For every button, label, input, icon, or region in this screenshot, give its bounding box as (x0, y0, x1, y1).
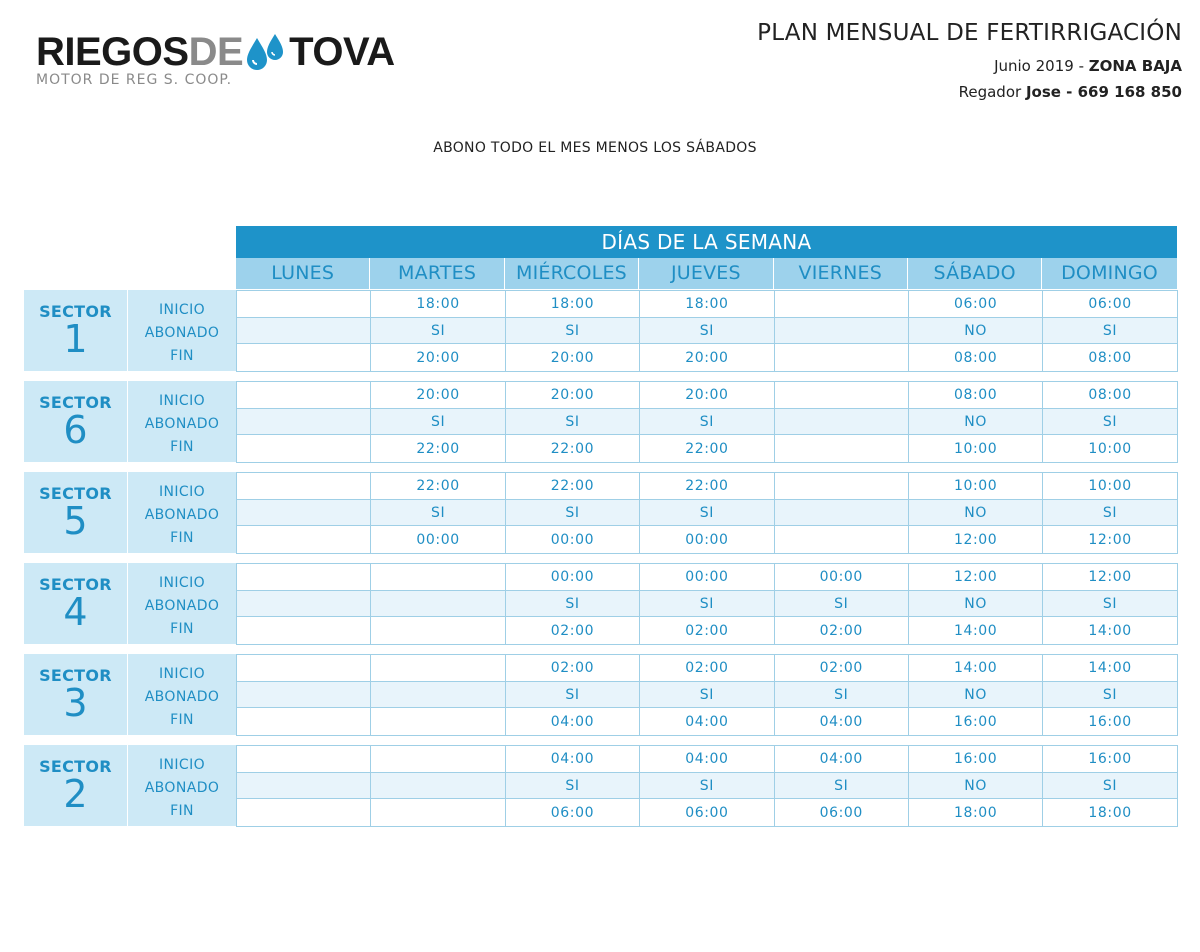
schedule-cell (774, 344, 908, 372)
schedule-cell: 02:00 (505, 617, 639, 645)
schedule-cell (371, 682, 505, 708)
schedule-row-abonado (237, 591, 1178, 617)
day-header-martes: MARTES (370, 258, 504, 289)
schedule-cell: 04:00 (774, 746, 908, 773)
schedule-row-abonado (237, 773, 1178, 799)
sector-word: SECTOR (39, 666, 112, 685)
schedule-cell: 12:00 (1043, 526, 1177, 554)
sector-schedule-table (236, 290, 1178, 372)
sector-label (24, 290, 127, 371)
schedule-cell (237, 473, 371, 500)
schedule-cell: 18:00 (505, 291, 639, 318)
schedule-cell (237, 318, 371, 344)
schedule-cell: 08:00 (1043, 382, 1177, 409)
schedule-cell: 20:00 (640, 382, 774, 409)
schedule-cell (371, 655, 505, 682)
row-label: ABONADO (144, 325, 220, 341)
sector-block (24, 654, 1177, 735)
schedule-row-fin (237, 617, 1178, 645)
irrigator-name: Jose (1025, 83, 1061, 101)
schedule-cell: SI (371, 500, 505, 526)
schedule-cell: SI (505, 591, 639, 617)
company-logo (36, 24, 436, 94)
sector-label (24, 745, 127, 826)
schedule-cell: 22:00 (371, 473, 505, 500)
schedule-cell: SI (640, 409, 774, 435)
sector-word: SECTOR (39, 484, 112, 503)
logo-word-riegos: RIEGOS (36, 30, 189, 74)
schedule-row-inicio (237, 655, 1178, 682)
row-label: INICIO (158, 575, 206, 591)
sector-word: SECTOR (39, 757, 112, 776)
schedule-cell: SI (774, 773, 908, 799)
schedule-cell: 08:00 (908, 382, 1042, 409)
schedule-cell: 00:00 (640, 526, 774, 554)
schedule-cell: 22:00 (371, 435, 505, 463)
schedule-cell (371, 773, 505, 799)
schedule-row-inicio (237, 473, 1178, 500)
schedule-cell: 04:00 (640, 708, 774, 736)
schedule-cell: 16:00 (1043, 708, 1177, 736)
schedule-cell (237, 746, 371, 773)
schedule-cell: NO (908, 318, 1042, 344)
schedule-cell: NO (908, 409, 1042, 435)
schedule-cell: 10:00 (1043, 473, 1177, 500)
schedule-cell (371, 746, 505, 773)
row-labels (128, 654, 236, 735)
row-label: FIN (170, 530, 194, 546)
period: Junio 2019 (994, 57, 1074, 75)
schedule-cell: 10:00 (908, 473, 1042, 500)
sector-word: SECTOR (39, 393, 112, 412)
schedule-cell (774, 435, 908, 463)
row-label: FIN (170, 803, 194, 819)
schedule-cell: 20:00 (505, 382, 639, 409)
schedule-cell: 22:00 (640, 473, 774, 500)
irrigator-phone: 669 168 850 (1077, 83, 1182, 101)
fertilization-note: ABONO TODO EL MES MENOS LOS SÁBADOS (433, 140, 757, 156)
schedule-cell: NO (908, 773, 1042, 799)
row-labels (128, 381, 236, 462)
schedule-cell (774, 382, 908, 409)
schedule-cell: SI (505, 409, 639, 435)
schedule-row-inicio (237, 291, 1178, 318)
separator: - (1073, 57, 1089, 75)
sector-schedule-table (236, 563, 1178, 645)
sector-number: 4 (63, 590, 88, 634)
row-label: ABONADO (144, 780, 220, 796)
period-zone-line (994, 57, 1182, 75)
schedule-cell (371, 617, 505, 645)
schedule-cell: SI (640, 682, 774, 708)
row-label: FIN (170, 712, 194, 728)
schedule-cell (237, 655, 371, 682)
schedule-cell: 22:00 (640, 435, 774, 463)
sector-block (24, 745, 1177, 826)
schedule-row-fin (237, 708, 1178, 736)
schedule-cell (237, 799, 371, 827)
schedule-cell: SI (1043, 682, 1177, 708)
document-title: PLAN MENSUAL DE FERTIRRIGACIÓN (757, 20, 1182, 46)
sector-word: SECTOR (39, 302, 112, 321)
schedule-cell: 22:00 (505, 473, 639, 500)
sector-label (24, 381, 127, 462)
schedule-title: DÍAS DE LA SEMANA (236, 226, 1177, 258)
row-labels (128, 472, 236, 553)
schedule-cell: 02:00 (505, 655, 639, 682)
schedule-cell: SI (1043, 500, 1177, 526)
schedule-cell: SI (1043, 318, 1177, 344)
schedule-cell: 20:00 (371, 344, 505, 372)
schedule-cell: 16:00 (908, 746, 1042, 773)
schedule-cell: 04:00 (505, 746, 639, 773)
schedule-cell: 18:00 (1043, 799, 1177, 827)
row-label: FIN (170, 621, 194, 637)
sector-block (24, 563, 1177, 644)
day-header-jueves: JUEVES (639, 258, 773, 289)
schedule-cell: 14:00 (1043, 655, 1177, 682)
schedule-cell: SI (640, 318, 774, 344)
schedule-cell: SI (1043, 591, 1177, 617)
row-label: ABONADO (144, 689, 220, 705)
sector-block (24, 290, 1177, 371)
sector-schedule-table (236, 472, 1178, 554)
schedule-cell: 06:00 (505, 799, 639, 827)
schedule-cell: NO (908, 682, 1042, 708)
separator: - (1060, 83, 1078, 101)
schedule-cell (774, 318, 908, 344)
schedule-row-abonado (237, 318, 1178, 344)
schedule-cell: 12:00 (908, 564, 1042, 591)
irrigator-label: Regador (958, 83, 1026, 101)
schedule-row-fin (237, 435, 1178, 463)
sector-label (24, 654, 127, 735)
schedule-row-inicio (237, 746, 1178, 773)
schedule-cell: SI (774, 591, 908, 617)
schedule-row-fin (237, 344, 1178, 372)
schedule-cell: 20:00 (640, 344, 774, 372)
schedule-cell: SI (505, 500, 639, 526)
row-label: FIN (170, 439, 194, 455)
schedule-cell: 10:00 (908, 435, 1042, 463)
schedule-row-fin (237, 799, 1178, 827)
schedule-cell: 18:00 (371, 291, 505, 318)
sector-number: 1 (63, 317, 88, 361)
schedule-cell (237, 591, 371, 617)
day-header-row (236, 258, 1177, 289)
sector-number: 3 (63, 681, 88, 725)
day-header-lunes: LUNES (236, 258, 370, 289)
sector-label (24, 563, 127, 644)
schedule-header (236, 226, 1177, 289)
sector-word: SECTOR (39, 575, 112, 594)
schedule-cell: 10:00 (1043, 435, 1177, 463)
schedule-cell: 04:00 (774, 708, 908, 736)
irrigator-line (959, 83, 1182, 101)
schedule-cell: SI (640, 500, 774, 526)
sector-block (24, 472, 1177, 553)
schedule-cell (371, 708, 505, 736)
schedule-cell (774, 500, 908, 526)
schedule-row-inicio (237, 382, 1178, 409)
schedule-cell: 04:00 (505, 708, 639, 736)
schedule-cell (237, 708, 371, 736)
row-labels (128, 290, 236, 371)
sector-schedule-table (236, 745, 1178, 827)
day-header-sabado: SÁBADO (908, 258, 1042, 289)
schedule-cell (237, 526, 371, 554)
schedule-cell: 02:00 (640, 655, 774, 682)
schedule-cell: 00:00 (505, 526, 639, 554)
schedule-cell (237, 409, 371, 435)
schedule-cell: SI (505, 682, 639, 708)
row-label: INICIO (158, 484, 206, 500)
schedule-cell: 08:00 (908, 344, 1042, 372)
schedule-row-abonado (237, 409, 1178, 435)
schedule-cell: SI (371, 409, 505, 435)
sector-number: 2 (63, 772, 88, 816)
schedule-cell: 14:00 (908, 617, 1042, 645)
schedule-cell: 00:00 (774, 564, 908, 591)
schedule-cell: SI (640, 591, 774, 617)
day-header-viernes: VIERNES (774, 258, 908, 289)
schedule-cell (237, 344, 371, 372)
schedule-cell: SI (1043, 409, 1177, 435)
schedule-cell: 06:00 (1043, 291, 1177, 318)
schedule-row-fin (237, 526, 1178, 554)
logo-wordmark (36, 30, 395, 74)
schedule-cell: 20:00 (371, 382, 505, 409)
zone: ZONA BAJA (1088, 57, 1182, 75)
sector-number: 6 (63, 408, 88, 452)
schedule-cell (774, 473, 908, 500)
schedule-cell: 02:00 (774, 617, 908, 645)
schedule-cell: 04:00 (640, 746, 774, 773)
schedule-cell: 14:00 (908, 655, 1042, 682)
row-label: ABONADO (144, 598, 220, 614)
sector-schedule-table (236, 654, 1178, 736)
schedule-cell: 00:00 (371, 526, 505, 554)
row-label: INICIO (158, 666, 206, 682)
row-labels (128, 563, 236, 644)
schedule-cell (371, 564, 505, 591)
schedule-row-inicio (237, 564, 1178, 591)
schedule-cell: SI (1043, 773, 1177, 799)
schedule-cell: 02:00 (774, 655, 908, 682)
schedule-cell (774, 526, 908, 554)
schedule-cell: 18:00 (640, 291, 774, 318)
sector-block (24, 381, 1177, 462)
schedule-cell (237, 564, 371, 591)
schedule-cell: SI (371, 318, 505, 344)
day-header-domingo: DOMINGO (1042, 258, 1176, 289)
schedule-cell (371, 799, 505, 827)
schedule-row-abonado (237, 682, 1178, 708)
schedule-cell (237, 291, 371, 318)
schedule-cell (237, 435, 371, 463)
row-label: INICIO (158, 393, 206, 409)
schedule-cell (774, 291, 908, 318)
schedule-cell (237, 500, 371, 526)
schedule-cell (774, 409, 908, 435)
schedule-cell: 12:00 (1043, 564, 1177, 591)
schedule-cell: 00:00 (505, 564, 639, 591)
water-drops-icon (243, 30, 289, 74)
sector-number: 5 (63, 499, 88, 543)
sector-schedule-table (236, 381, 1178, 463)
schedule-cell: 18:00 (908, 799, 1042, 827)
schedule-cell: 08:00 (1043, 344, 1177, 372)
schedule-cell (237, 617, 371, 645)
schedule-cell (371, 591, 505, 617)
schedule-cell: 06:00 (640, 799, 774, 827)
row-label: FIN (170, 348, 194, 364)
schedule-cell (237, 773, 371, 799)
schedule-row-abonado (237, 500, 1178, 526)
schedule-cell: 02:00 (640, 617, 774, 645)
schedule-cell: SI (505, 318, 639, 344)
row-labels (128, 745, 236, 826)
schedule-cell: 16:00 (908, 708, 1042, 736)
schedule-cell (237, 682, 371, 708)
schedule-cell: 06:00 (908, 291, 1042, 318)
schedule-cell: 20:00 (505, 344, 639, 372)
row-label: ABONADO (144, 416, 220, 432)
schedule-cell: NO (908, 500, 1042, 526)
schedule-cell: 06:00 (774, 799, 908, 827)
schedule-cell: 00:00 (640, 564, 774, 591)
schedule-cell: 14:00 (1043, 617, 1177, 645)
schedule-cell: SI (505, 773, 639, 799)
day-header-miercoles: MIÉRCOLES (505, 258, 639, 289)
row-label: INICIO (158, 757, 206, 773)
schedule-cell: SI (640, 773, 774, 799)
schedule-cell: 16:00 (1043, 746, 1177, 773)
schedule-cell: NO (908, 591, 1042, 617)
logo-word-tova: TOVA (289, 30, 395, 74)
schedule-cell: 22:00 (505, 435, 639, 463)
schedule-cell: 12:00 (908, 526, 1042, 554)
schedule-cell (237, 382, 371, 409)
sector-label (24, 472, 127, 553)
row-label: ABONADO (144, 507, 220, 523)
logo-word-de: DE (188, 30, 244, 74)
schedule-cell: SI (774, 682, 908, 708)
row-label: INICIO (158, 302, 206, 318)
logo-subtitle: MOTOR DE REG S. COOP. (36, 72, 233, 88)
